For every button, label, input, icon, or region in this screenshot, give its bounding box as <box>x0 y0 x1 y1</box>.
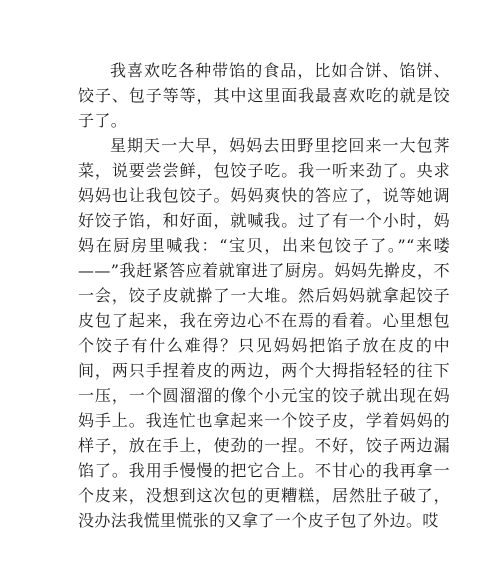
paragraph-1: 我喜欢吃各种带馅的食品，比如合饼、馅饼、饺子、包子等等，其中这里面我最喜欢吃的就是饺子了。 <box>78 61 450 130</box>
paragraph-2: 星期天一大早，妈妈去田野里挖回来一大包荠菜，说要尝尝鲜，包饺子吃。我一听来劲了。央求妈妈也让我包饺子。妈妈爽快的答应了，说等她调好饺子馅，和好面，就喊我。过了有一个小时，妈妈在厨房里喊我：“宝贝，出来包饺子了。”“来喽——”我赶紧答应着就窜进了厨房。妈妈先擀皮，不一会，饺子皮就擀了一大堆。然后妈妈就拿起饺子皮包了起来，我在旁边心不在焉的看着。心里想包个饺子有什么难得？只见妈妈把馅子放在皮的中间，两只手捏着皮的两边，两个大拇指轻轻的往下一压，一个圆溜溜的像个小元宝的饺子就出现在妈妈手上。我连忙也拿起来一个饺子皮，学着妈妈的样子，放在手上，使劲的一捏。不好，饺子两边漏馅了。我用手慢慢的把它合上。不甘心的我再拿一个皮来，没想到这次包的更糟糕，居然肚子破了，没办法我慌里慌张的又拿了一个皮子包了外边。哎 <box>78 136 450 530</box>
document-body <box>78 58 450 533</box>
